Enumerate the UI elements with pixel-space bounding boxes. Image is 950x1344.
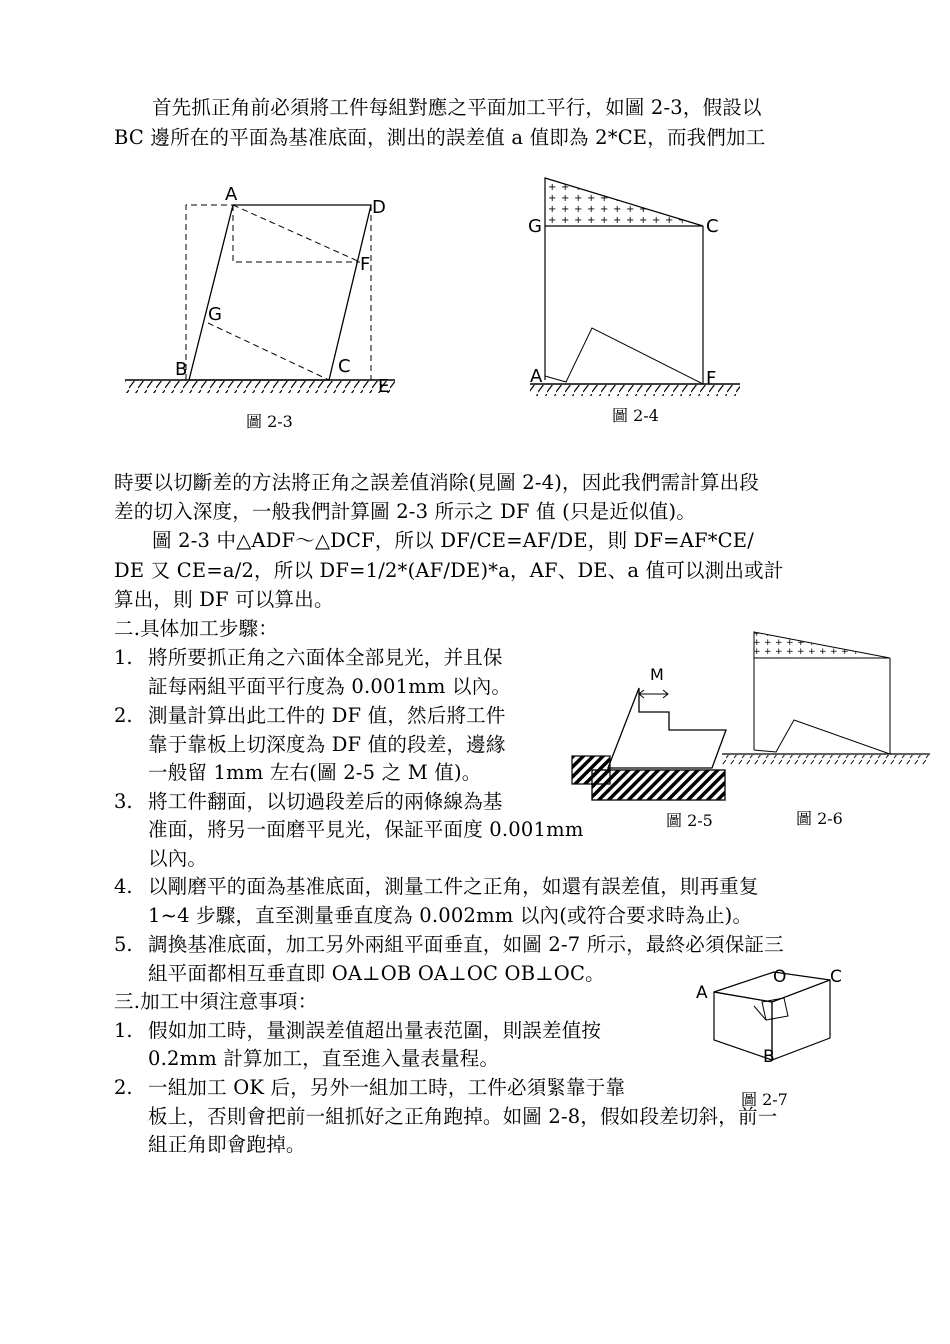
s2-item2-num: 2.: [114, 704, 133, 727]
s2-item4-num: 4.: [114, 875, 133, 898]
fig24-label-g: G: [528, 216, 542, 237]
para2-line2: 差的切入深度，一般我們計算圖 2-3 所示之 DF 值 (只是近似值)。: [114, 500, 696, 523]
s3-item2-line2: 板上，否則會把前一組抓好之正角跑掉。如圖 2-8，假如段差切斜，前一: [148, 1105, 778, 1128]
fig23-label-b: B: [175, 359, 188, 380]
fig27-label-b: B: [763, 1047, 775, 1067]
fig24-label-a: A: [530, 366, 543, 387]
s3-item1-num: 1.: [114, 1019, 133, 1042]
s2-item3-line3: 以內。: [148, 847, 208, 870]
para1-line2: BC 邊所在的平面為基准底面，測出的誤差值 a 值即為 2*CE，而我們加工: [114, 126, 766, 149]
s2-item1-num: 1.: [114, 646, 133, 669]
fig23-label-e: E: [378, 376, 390, 397]
s2-item2-line1: 測量計算出此工件的 DF 值，然后將工件: [148, 704, 506, 727]
s3-item2-line3: 組正角即會跑掉。: [148, 1133, 306, 1156]
para3-line1: 圖 2-3 中△ADF～△DCF，所以 DF/CE=AF/DE，則 DF=AF*CE/: [152, 529, 754, 552]
figure-2-5: [568, 660, 738, 805]
fig24-cut-region: [545, 178, 703, 226]
fig23-caption: 圖 2-3: [246, 412, 293, 431]
s2-item3-line1: 將工件翻面，以切過段差后的兩條線為基: [148, 790, 503, 813]
fig23-label-a: A: [225, 184, 238, 205]
figure-2-3: [120, 180, 400, 440]
fig23-label-d: D: [372, 197, 386, 218]
s2-item3-line2: 准面，將另一面磨平見光，保証平面度 0.001mm: [148, 818, 584, 841]
s2-item5-line1: 調換基准底面，加工另外兩組平面垂直，如圖 2-7 所示，最終必須保証三: [148, 933, 784, 956]
fig26-caption: 圖 2-6: [796, 809, 843, 828]
section3-heading: 三.加工中須注意事項：: [114, 990, 318, 1013]
s3-item2-line1: 一組加工 OK 后，另外一組加工時，工件必須緊靠于靠: [148, 1076, 626, 1099]
s2-item1-line1: 將所要抓正角之六面体全部見光，并且保: [148, 646, 503, 669]
figure-2-4: [520, 170, 750, 410]
fig25-caption: 圖 2-5: [666, 811, 713, 830]
fig24-label-f: F: [706, 368, 717, 389]
fig27-label-o: O: [773, 967, 787, 987]
s2-item4-line1: 以剛磨平的面為基准底面，測量工件之正角，如還有誤差值，則再重复: [148, 875, 759, 898]
s2-item2-line2: 靠于靠板上切深度為 DF 值的段差，邊緣: [148, 733, 506, 756]
para3-line3: 算出，則 DF 可以算出。: [114, 588, 334, 611]
fig23-label-f: F: [360, 254, 371, 275]
para3-line2: DE 又 CE=a/2，所以 DF=1/2*(AF/DE)*a，AF、DE、a 值可以測出或計: [114, 559, 784, 582]
fig24-label-c: C: [706, 216, 719, 237]
s2-item5-num: 5.: [114, 933, 133, 956]
fig25-base: [592, 770, 725, 800]
fig27-label-a: A: [696, 983, 708, 1003]
s2-item3-num: 3.: [114, 790, 133, 813]
s3-item1-line2: 0.2mm 計算加工，直至進入量表量程。: [148, 1047, 500, 1070]
fig25-workpiece: [608, 688, 726, 768]
fig24-caption: 圖 2-4: [612, 406, 659, 425]
section2-heading: 二.具体加工步驟：: [114, 617, 278, 640]
s3-item2-num: 2.: [114, 1076, 133, 1099]
s2-item1-line2: 証每兩組平面平行度為 0.001mm 以內。: [148, 675, 512, 698]
s3-item1-line1: 假如加工時，量測誤差值超出量表范圍，則誤差值按: [148, 1019, 602, 1042]
para2-line1: 時要以切斷差的方法將正角之誤差值消除(見圖 2-4)，因此我們需計算出段: [114, 471, 760, 494]
s2-item5-line2: 組平面都相互垂直即 OA⊥OB OA⊥OC OB⊥OC。: [148, 962, 605, 985]
para1-line1: 首先抓正角前必須將工件每組對應之平面加工平行，如圖 2-3，假設以: [152, 96, 762, 119]
fig23-dashed-rect: [186, 205, 371, 380]
fig27-label-c: C: [830, 967, 842, 987]
s2-item2-line3: 一般留 1mm 左右(圖 2-5 之 M 值)。: [148, 761, 482, 784]
fig23-label-g: G: [208, 304, 222, 325]
fig25-label-m: M: [650, 665, 664, 684]
fig23-parallelogram: [189, 205, 371, 380]
figure-2-6: [718, 628, 934, 768]
fig23-label-c: C: [338, 356, 351, 377]
fig27-caption: 圖 2-7: [741, 1090, 788, 1109]
s2-item4-line2: 1~4 步驟，直至測量垂直度為 0.002mm 以內(或符合要求時為止)。: [148, 904, 753, 927]
